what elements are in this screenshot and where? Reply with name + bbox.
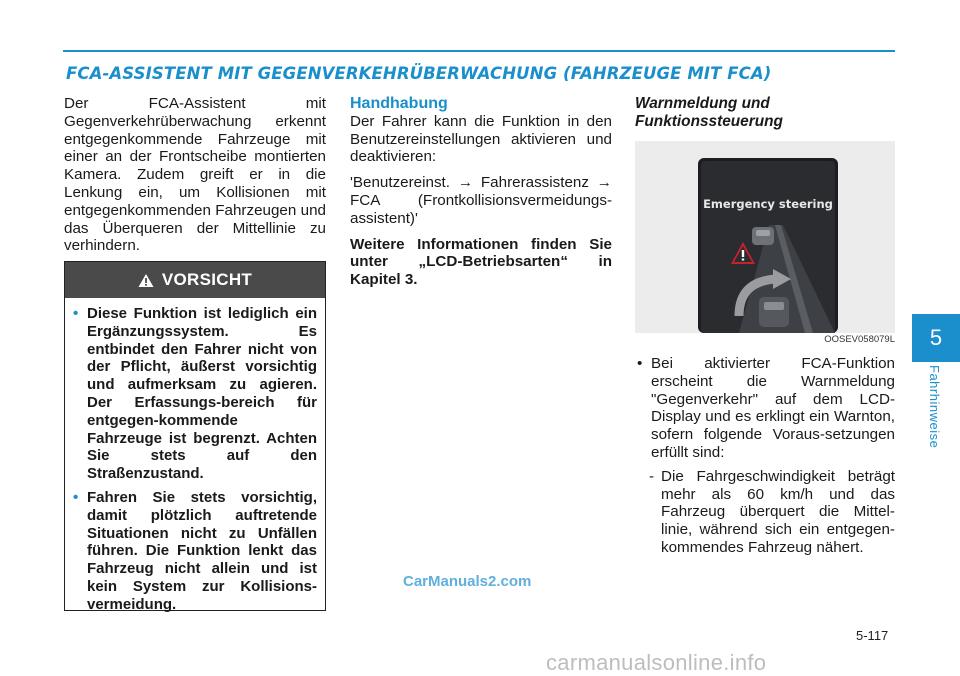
warning-bullet-list bbox=[635, 355, 895, 557]
caution-bullet-text: Diese Funktion ist lediglich ein Ergänzungssystem. Es entbindet den Fahrer nicht von der Pflicht, äußerst vorsichtig und aufmerksam zu agieren. Der Erfassungs-bereich für entgegen-kommende Fahrzeuge ist begrenzt. Achten Sie stets auf den Straßenzustand. bbox=[87, 305, 317, 483]
section-heading-handling: Handhabung bbox=[350, 95, 448, 112]
warning-bullet-text: Bei aktivierter FCA-Funktion erscheint die Warnmeldung "Gegenverkehr" auf dem LCD-Display und es erklingt ein Warnton, sofern folgende Voraus-setzungen erfüllt sind: bbox=[651, 355, 895, 461]
caution-header bbox=[65, 262, 325, 298]
chapter-label: Fahrhinweise bbox=[927, 365, 942, 449]
sub-dash: - bbox=[649, 467, 655, 485]
caution-bullet bbox=[73, 305, 317, 483]
caution-bullet bbox=[73, 489, 317, 614]
column-intro bbox=[64, 95, 326, 255]
section-heading-warning: Warnmeldung und Funktionssteuerung bbox=[635, 95, 783, 130]
warning-triangle-icon bbox=[138, 273, 154, 288]
intro-paragraph: Der FCA-Assistent mit Gegenverkehrüberwachung erkennt entgegenkommende Fahrzeuge mit einer an der Frontscheibe montierten Kamera. Zudem greift er in die Lenkung ein, um Kollisionen mit entgegenkommenden Fahrzeugen und das Überqueren der Mittellinie zu verhindern. bbox=[64, 95, 326, 255]
bullet-dot: • bbox=[637, 355, 643, 372]
display-message: Emergency steering bbox=[703, 197, 833, 211]
chapter-tab: 5 bbox=[912, 314, 960, 362]
page-number: 5-117 bbox=[856, 628, 889, 643]
top-rule bbox=[63, 50, 895, 52]
own-car-icon bbox=[759, 297, 789, 327]
footer-watermark: carmanualsonline.info bbox=[546, 650, 767, 675]
settings-path: 'Benutzereinst. → Fahrerassistenz → FCA (Frontkollisionsvermeidungs-assistent)' bbox=[350, 174, 612, 227]
reference-note: Weitere Informationen finden Sie unter „LCD-Betriebsarten“ in Kapitel 3. bbox=[350, 235, 612, 289]
caution-heading: VORSICHT bbox=[161, 270, 253, 289]
list-item bbox=[635, 355, 895, 462]
caution-body bbox=[65, 298, 325, 614]
page-title: FCA-ASSISTENT MIT GEGENVERKEHRÜBERWACHUNG (FAHRZEUGE MIT FCA) bbox=[66, 64, 772, 83]
cluster-display-photo bbox=[635, 141, 895, 333]
bullet-dot: • bbox=[73, 488, 79, 506]
list-subitem bbox=[635, 468, 895, 557]
caution-bullet-text: Fahren Sie stets vorsichtig, damit plötzlich auftretende Situationen nicht zu Unfällen führen. Die Funktion lenkt das Fahrzeug nicht allein und ist kein System zur Kollisions-vermeidung. bbox=[87, 488, 317, 613]
watermark-text: CarManuals2.com bbox=[403, 573, 532, 590]
cluster-display-illustration bbox=[635, 141, 895, 333]
image-caption: OOSEV058079L bbox=[824, 334, 895, 345]
bullet-dot: • bbox=[73, 305, 79, 322]
condition-text: Die Fahrgeschwindigkeit beträgt mehr als 60 km/h und das Fahrzeug überquert die Mittel-linie, während sich ein entgegen-kommendes Fahrzeug nähert. bbox=[661, 467, 895, 556]
column-warning-message bbox=[635, 95, 895, 131]
caution-box bbox=[64, 261, 326, 611]
handling-paragraph: Der Fahrer kann die Funktion in den Benutzereinstellungen aktivieren und deaktivieren: bbox=[350, 112, 612, 166]
column-handling bbox=[350, 95, 612, 289]
